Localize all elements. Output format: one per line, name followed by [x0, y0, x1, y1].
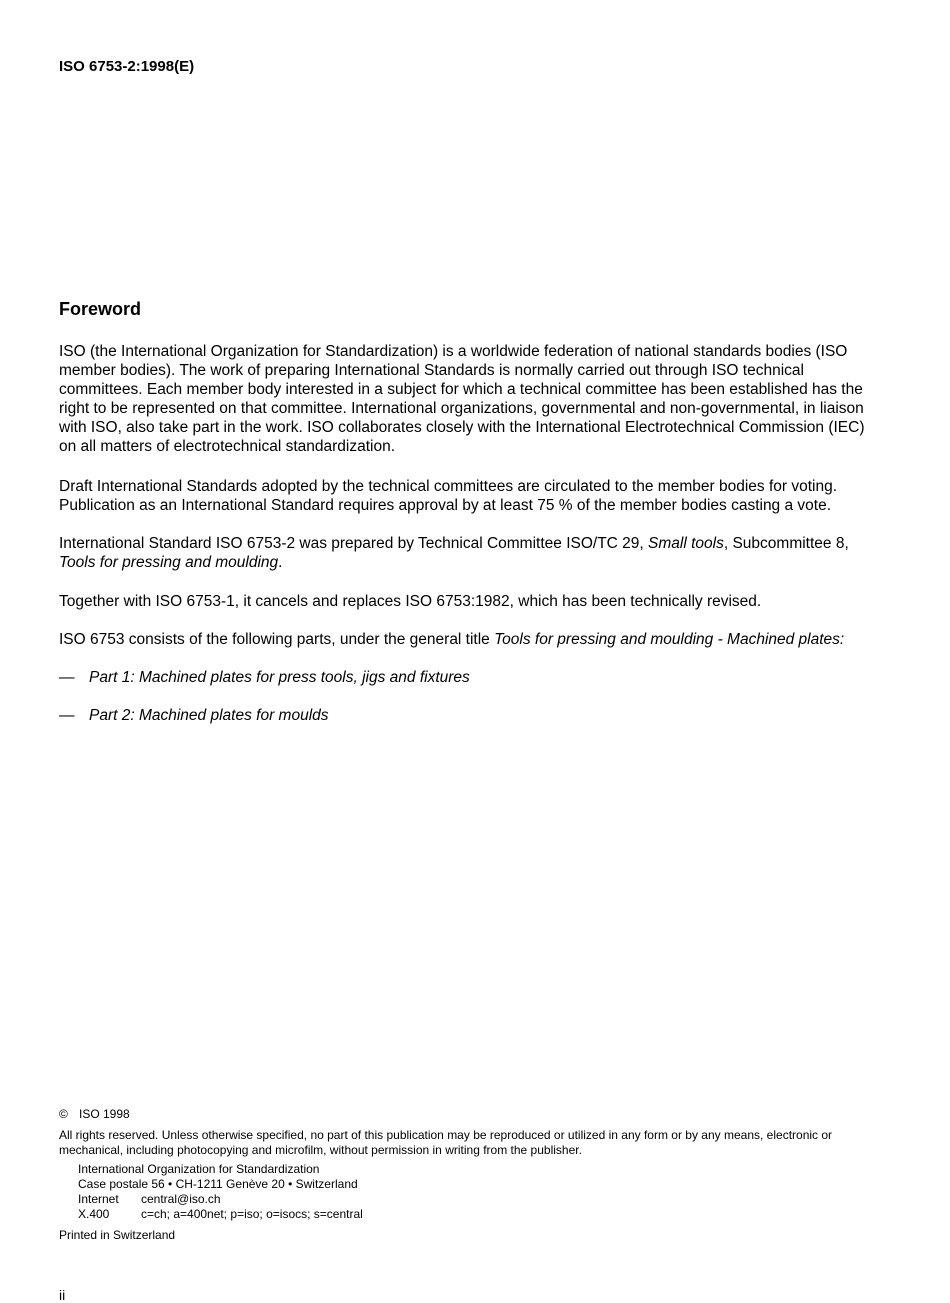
part-1-label: Part 1: Machined plates for press tools, jigs and fixtures — [89, 669, 470, 686]
foreword-paragraph-2: Draft International Standards adopted by the technical committees are circulated to the member bodies for voting. Publication as an International Standard requires approval by at least 75 % of the member bodies casting a vote. — [59, 478, 838, 514]
rights-notice: All rights reserved. Unless otherwise specified, no part of this publication may be reproduced or utilized in any form or by any means, electronic or mechanical, including photocopying and microfilm, without permission in writing from the publisher. — [59, 1128, 833, 1157]
foreword-paragraph-5 — [59, 630, 879, 649]
internet-contact — [78, 1192, 221, 1207]
x400-value: c=ch; a=400net; p=iso; o=isocs; s=central — [141, 1207, 363, 1221]
p3-italic-small-tools: Small tools — [648, 535, 724, 552]
copyright-line — [59, 1107, 130, 1122]
list-item-part-1 — [59, 668, 470, 687]
p3-text-mid: , Subcommittee 8, — [723, 535, 849, 552]
x400-label: X.400 — [78, 1207, 110, 1221]
p5-italic-general-title: Tools for pressing and moulding - Machined plates: — [494, 631, 845, 648]
p5-text-pre: ISO 6753 consists of the following parts, under the general title — [59, 631, 495, 648]
list-item-part-2 — [59, 706, 329, 725]
em-dash-bullet: — — [59, 707, 75, 724]
p3-text-pre: International Standard ISO 6753-2 was prepared by Technical Committee ISO/TC 29, — [59, 535, 649, 552]
p3-italic-subcommittee-title: Tools for pressing and moulding — [59, 554, 279, 571]
internet-value: central@iso.ch — [141, 1192, 221, 1206]
part-2-label: Part 2: Machined plates for moulds — [89, 707, 329, 724]
organization-name: International Organization for Standardization — [78, 1162, 320, 1176]
internet-label: Internet — [78, 1192, 119, 1206]
copyright-text: ISO 1998 — [79, 1107, 130, 1121]
p3-text-post: . — [278, 554, 283, 571]
foreword-heading: Foreword — [59, 299, 142, 319]
page-number: ii — [59, 1287, 66, 1303]
foreword-paragraph-1: ISO (the International Organization for Standardization) is a worldwide federation of national standards bodies (ISO member bodies). The work of preparing International Standards is normally carried out through ISO technical committees. Each member body interested in a subject for which a technical committee has been established has the right to be represented on that committee. International organizations, governmental and non-governmental, in liaison with ISO, also take part in the work. ISO collaborates closely with the International Electrotechnical Commission (IEC) on all matters of electrotechnical standardization. — [59, 343, 865, 455]
printed-location: Printed in Switzerland — [59, 1228, 176, 1242]
foreword-paragraph-3 — [59, 534, 879, 572]
foreword-paragraph-4: Together with ISO 6753-1, it cancels and replaces ISO 6753:1982, which has been technically revised. — [59, 593, 762, 610]
postal-address: Case postale 56 • CH-1211 Genève 20 • Switzerland — [78, 1177, 358, 1191]
copyright-symbol: © — [59, 1107, 68, 1121]
document-identifier: ISO 6753-2:1998(E) — [59, 58, 195, 75]
x400-contact — [78, 1207, 363, 1222]
em-dash-bullet: — — [59, 669, 75, 686]
